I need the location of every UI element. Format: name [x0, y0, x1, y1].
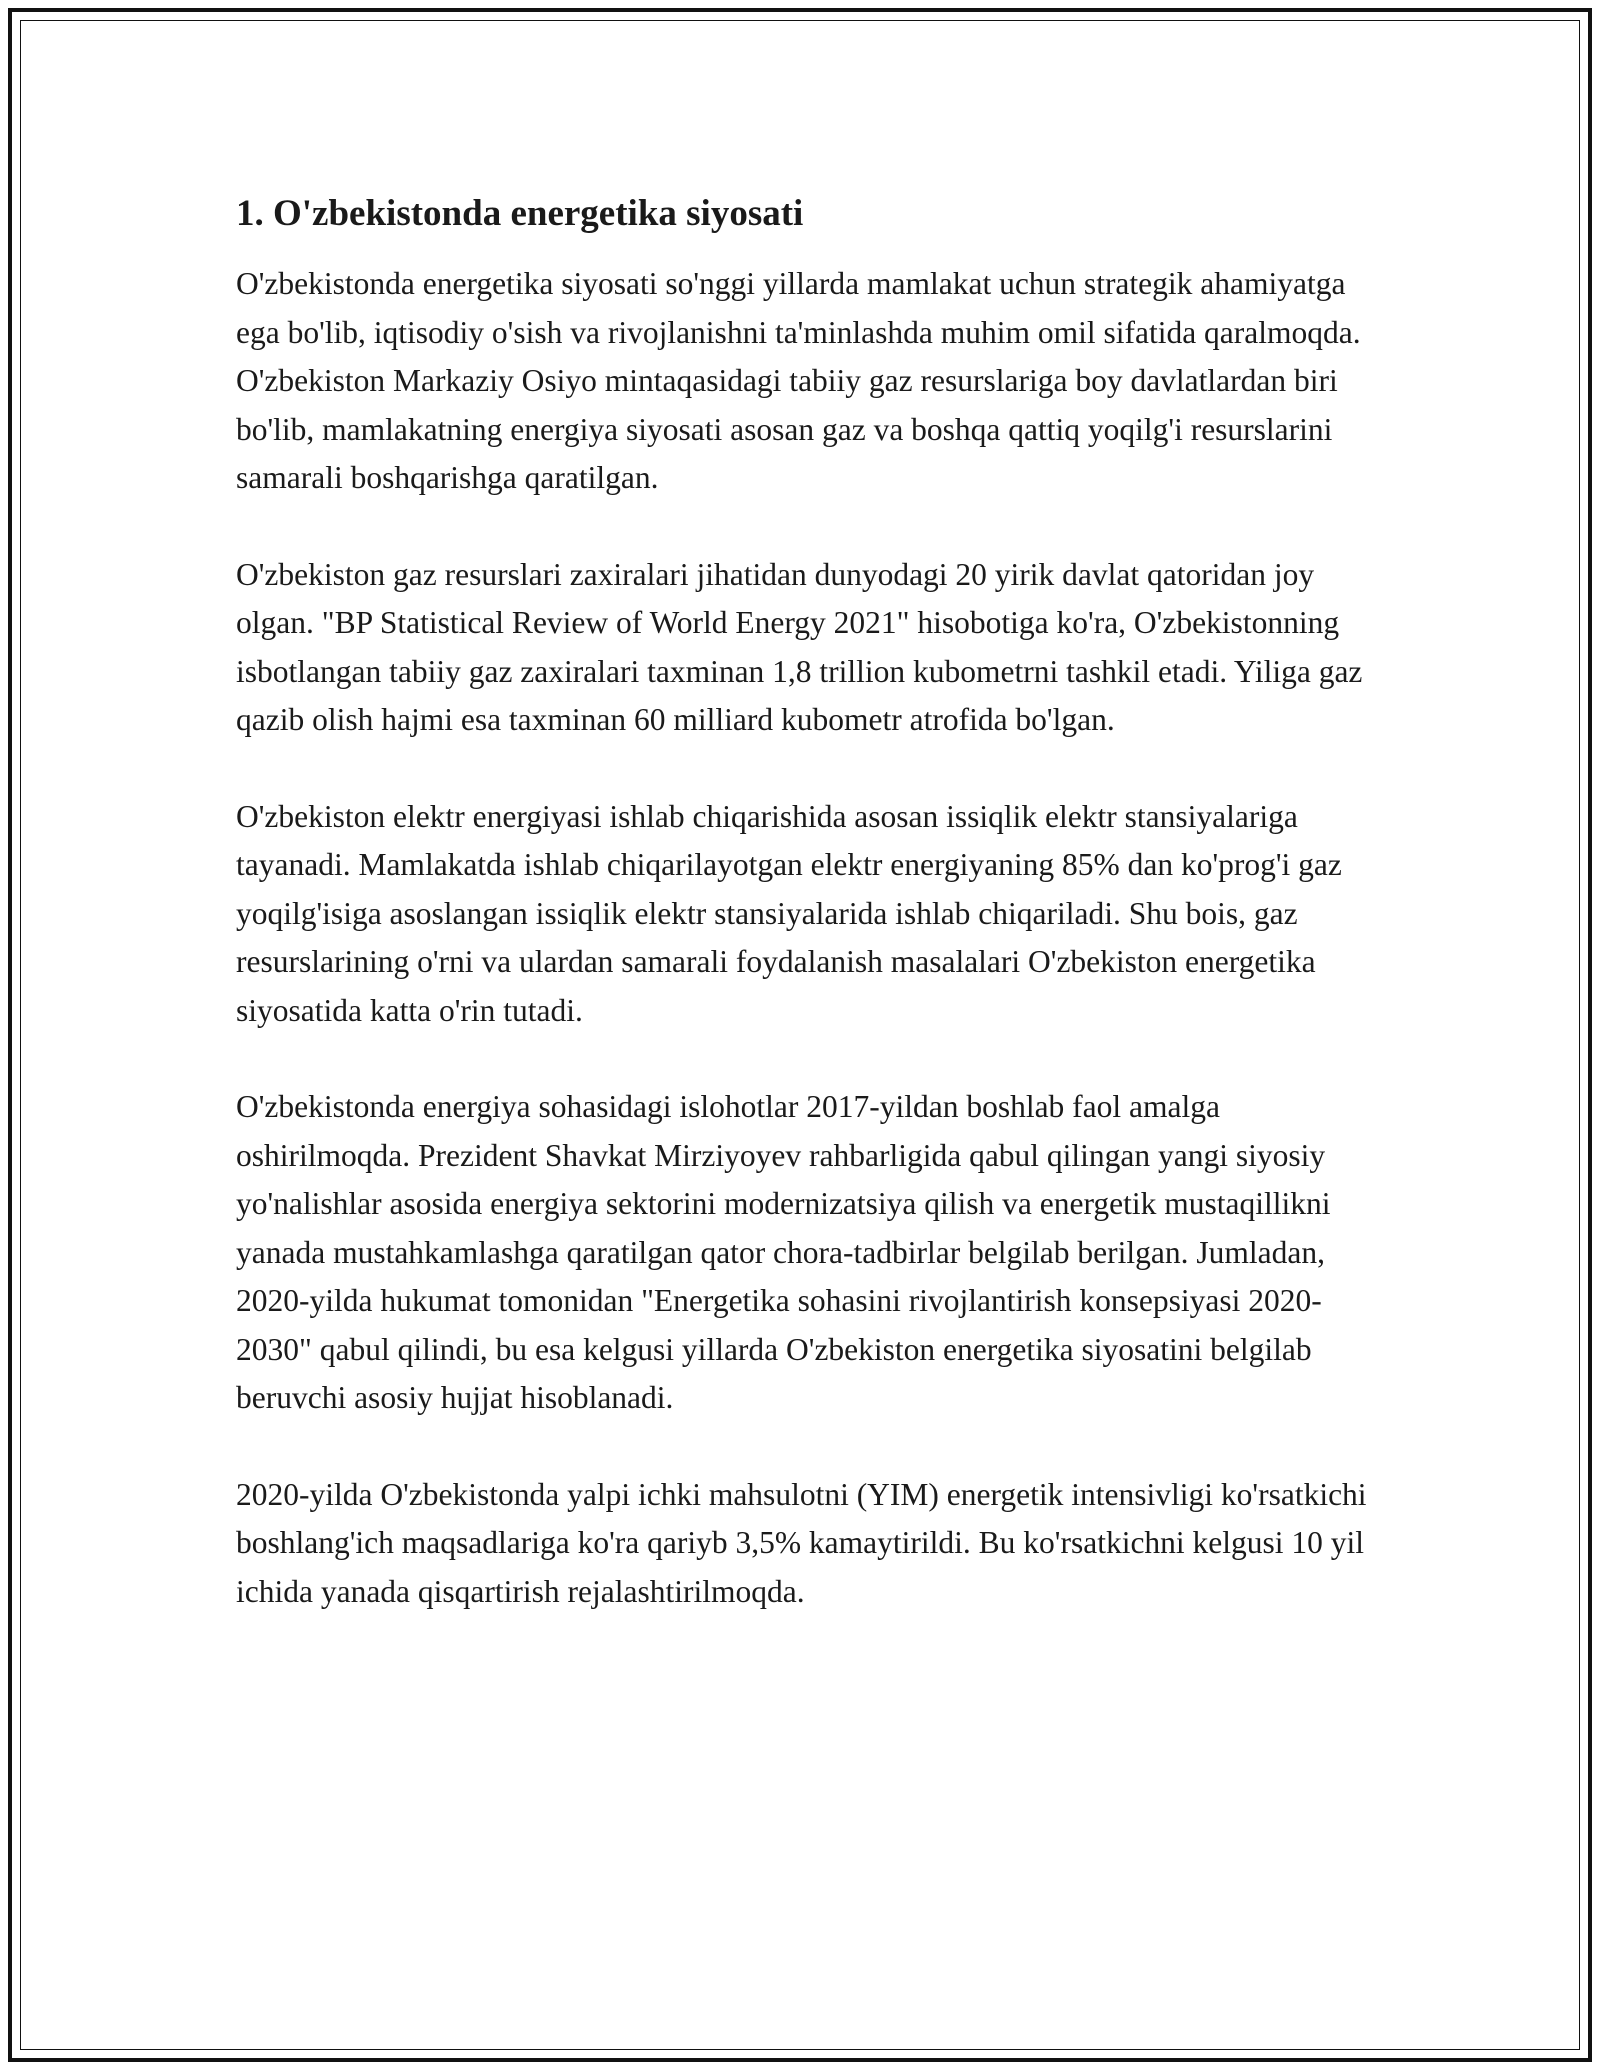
section-heading: 1. O'zbekistonda energetika siyosati: [236, 193, 804, 234]
document-body: [236, 190, 1376, 1664]
paragraph-5: 2020-yilda O'zbekistonda yalpi ichki mahsulotni (YIM) energetik intensivligi ko'rsatkichi boshlang'ich maqsadlariga ko'ra qariyb 3,5% kamaytirildi. Bu ko'rsatkichni kelgusi 10 yil ichida yanada qisqartirish rejalashtirilmoqda.: [236, 1476, 1367, 1609]
paragraph-1: O'zbekistonda energetika siyosati so'nggi yillarda mamlakat uchun strategik ahamiyatga ega bo'lib, iqtisodiy o'sish va rivojlanishni ta'minlashda muhim omil sifatida qaralmoqda. O'zbekiston Markaziy Osiyo mintaqasidagi tabiiy gaz resurslariga boy davlatlardan biri bo'lib, mamlakatning energiya siyosati asosan gaz va boshqa qattiq yoqilg'i resurslarini samarali boshqarishga qaratilgan.: [236, 266, 1361, 495]
paragraph-4: O'zbekistonda energiya sohasidagi islohotlar 2017-yildan boshlab faol amalga oshirilmoqda. Prezident Shavkat Mirziyoyev rahbarligida qabul qilingan yangi siyosiy yo'nalishlar asosida energiya sektorini modernizatsiya qilish va energetik mustaqillikni yanada mustahkamlashga qaratilgan qator chora-tadbirlar belgilab berilgan. Jumladan, 2020-yilda hukumat tomonidan "Energetika sohasini rivojlantirish konsepsiyasi 2020-2030" qabul qilindi, bu esa kelgusi yillarda O'zbekiston energetika siyosatini belgilab beruvchi asosiy hujjat hisoblanadi.: [236, 1089, 1331, 1415]
paragraph-3: O'zbekiston elektr energiyasi ishlab chiqarishida asosan issiqlik elektr stansiyalariga tayanadi. Mamlakatda ishlab chiqarilayotgan elektr energiyaning 85% dan ko'prog'i gaz yoqilg'isiga asoslangan issiqlik elektr stansiyalarida ishlab chiqariladi. Shu bois, gaz resurslarining o'rni va ulardan samarali foydalanish masalalari O'zbekiston energetika siyosatida katta o'rin tutadi.: [236, 798, 1342, 1028]
paragraph-2: O'zbekiston gaz resurslari zaxiralari jihatidan dunyodagi 20 yirik davlat qatoridan joy olgan. "BP Statistical Review of World Energy 2021" hisobotiga ko'ra, O'zbekistonning isbotlangan tabiiy gaz zaxiralari taxminan 1,8 trillion kubometrni tashkil etadi. Yiliga gaz qazib olish hajmi esa taxminan 60 milliard kubometr atrofida bo'lgan.: [236, 556, 1363, 737]
